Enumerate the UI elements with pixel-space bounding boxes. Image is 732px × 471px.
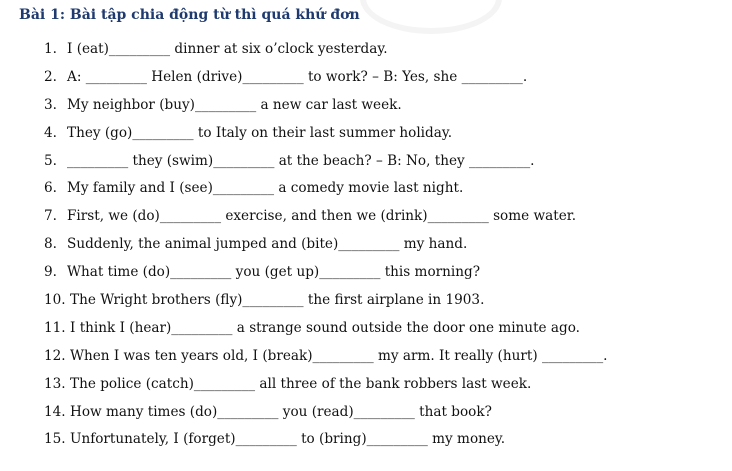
item-number: 11. — [44, 319, 66, 336]
exercise-item — [0, 203, 732, 231]
item-number: 15. — [44, 431, 66, 448]
item-text: _________ they (swim)_________ at the beach? – B: No, they _________. — [67, 152, 535, 169]
exercise-item — [0, 371, 732, 399]
item-text: I think I (hear)_________ a strange sound outside the door one minute ago. — [70, 319, 580, 336]
item-number: 13. — [44, 375, 66, 392]
item-number: 8. — [44, 236, 57, 253]
watermark-logo — [360, 0, 502, 34]
item-text: My family and I (see)_________ a comedy movie last night. — [67, 180, 464, 197]
exercise-item — [0, 343, 732, 371]
item-number: 4. — [44, 124, 57, 141]
exercise-item — [0, 287, 732, 315]
item-number: 1. — [44, 41, 57, 57]
exercise-item — [0, 259, 732, 287]
exercise-list — [0, 36, 732, 454]
item-text: What time (do)_________ you (get up)_________ this morning? — [67, 264, 480, 281]
item-text: I (eat)_________ dinner at six o’clock yesterday. — [67, 41, 388, 57]
exercise-item — [0, 231, 732, 259]
exercise-item — [0, 92, 732, 120]
item-number: 6. — [44, 180, 57, 197]
item-number: 3. — [44, 96, 57, 113]
exercise-item — [0, 64, 732, 92]
item-number: 10. — [44, 292, 66, 309]
exercise-item — [0, 315, 732, 343]
exercise-item — [0, 399, 732, 427]
item-text: Suddenly, the animal jumped and (bite)_________ my hand. — [67, 236, 468, 253]
exercise-item — [0, 120, 732, 148]
item-number: 5. — [44, 152, 57, 169]
item-number: 9. — [44, 264, 57, 281]
item-text: My neighbor (buy)_________ a new car last week. — [67, 96, 402, 113]
item-text: The police (catch)_________ all three of the bank robbers last week. — [70, 375, 532, 392]
item-text: The Wright brothers (fly)_________ the first airplane in 1903. — [70, 292, 485, 309]
item-text: When I was ten years old, I (break)_________ my arm. It really (hurt) _________. — [70, 347, 608, 364]
item-number: 14. — [44, 403, 66, 420]
item-text: First, we (do)_________ exercise, and then we (drink)_________ some water. — [67, 208, 577, 225]
item-text: They (go)_________ to Italy on their last summer holiday. — [67, 124, 453, 141]
exercise-item — [0, 175, 732, 203]
exercise-item — [0, 36, 732, 64]
exercise-title: Bài 1: Bài tập chia động từ thì quá khứ đơn — [19, 7, 360, 23]
exercise-item — [0, 148, 732, 176]
item-number: 7. — [44, 208, 57, 225]
exercise-item — [0, 426, 732, 454]
item-text: Unfortunately, I (forget)_________ to (bring)_________ my money. — [70, 431, 506, 448]
item-number: 12. — [44, 347, 66, 364]
item-text: A: _________ Helen (drive)_________ to work? – B: Yes, she _________. — [67, 68, 528, 85]
item-text: How many times (do)_________ you (read)_________ that book? — [70, 403, 492, 420]
item-number: 2. — [44, 68, 57, 85]
